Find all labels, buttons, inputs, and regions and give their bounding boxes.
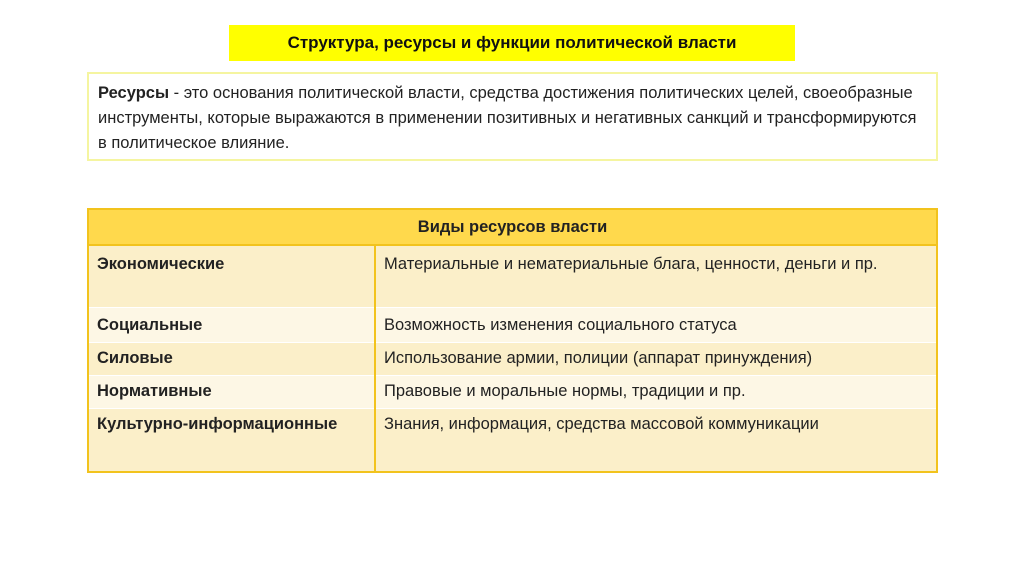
table-row xyxy=(88,409,937,473)
table-row xyxy=(88,343,937,376)
category-cell: Экономические xyxy=(88,245,375,308)
category-cell: Социальные xyxy=(88,308,375,343)
description-cell: Использование армии, полиции (аппарат принуждения) xyxy=(375,343,937,376)
definition-term: Ресурсы xyxy=(98,84,170,102)
category-cell: Культурно-информационные xyxy=(88,409,375,473)
category-cell: Нормативные xyxy=(88,376,375,409)
resources-table xyxy=(87,208,938,473)
description-cell: Материальные и нематериальные блага, ценности, деньги и пр. xyxy=(375,245,937,308)
description-cell: Возможность изменения социального статуса xyxy=(375,308,937,343)
definition-text: - это основания политической власти, средства достижения политических целей, своеобразные инструменты, которые выражаются в применении позитивных и негативных санкций и трансформируются в политическое влияние. xyxy=(98,84,917,152)
slide-title-banner xyxy=(229,25,795,61)
slide-title: Структура, ресурсы и функции политической власти xyxy=(287,33,737,52)
category-cell: Силовые xyxy=(88,343,375,376)
table-header: Виды ресурсов власти xyxy=(88,209,937,245)
table-row xyxy=(88,245,937,308)
description-cell: Знания, информация, средства массовой коммуникации xyxy=(375,409,937,473)
description-cell: Правовые и моральные нормы, традиции и пр. xyxy=(375,376,937,409)
definition-box xyxy=(87,72,938,161)
table-row xyxy=(88,308,937,343)
table-row xyxy=(88,376,937,409)
